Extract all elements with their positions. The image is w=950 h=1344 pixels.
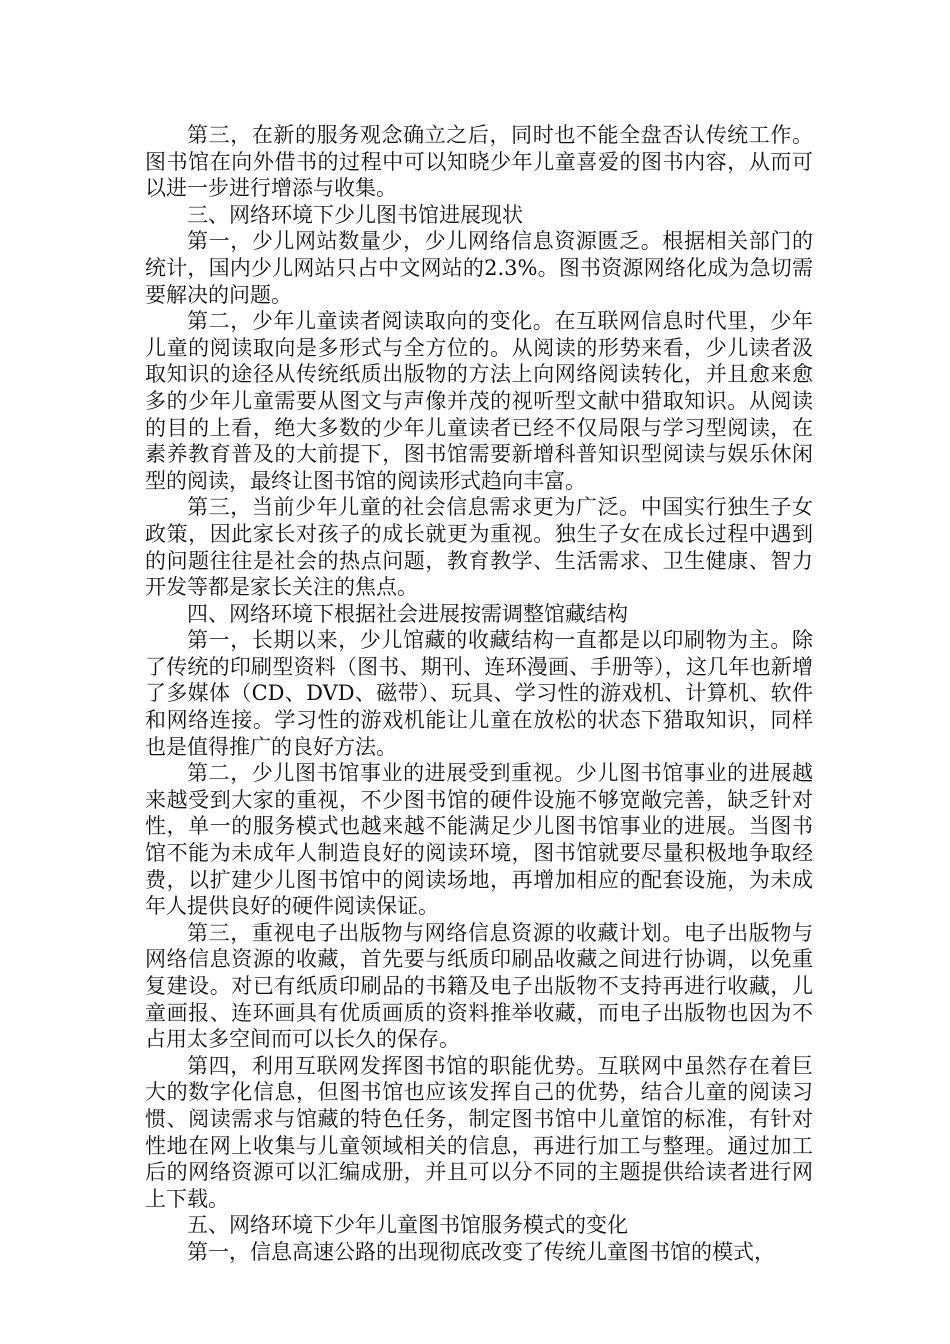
paragraph: 第一，少儿网站数量少，少儿网络信息资源匮乏。根据相关部门的统计，国内少儿网站只占中文网站的2.3%。图书资源网络化成为急切需要解决的问题。: [145, 229, 813, 307]
paragraph: 第四，利用互联网发挥图书馆的职能优势。互联网中虽然存在着巨大的数字化信息，但图书馆也应该发挥自己的优势，结合儿童的阅读习惯、阅读需求与馆藏的特色任务，制定图书馆中儿童馆的标准，有针对性地在网上收集与儿童领域相关的信息，再进行加工与整理。通过加工后的网络资源可以汇编成册，并且可以分不同的主题提供给读者进行网上下载。: [145, 1053, 813, 1211]
document-body: [145, 122, 813, 1266]
paragraph: 第二，少年儿童读者阅读取向的变化。在互联网信息时代里，少年儿童的阅读取向是多形式与全方位的。从阅读的形势来看，少儿读者汲取知识的途径从传统纸质出版物的方法上向网络阅读转化，并且愈来愈多的少年儿童需要从图文与声像并茂的视听型文献中猎取知识。从阅读的目的上看，绝大多数的少年儿童读者已经不仅局限与学习型阅读，在素养教育普及的大前提下，图书馆需要新增科普知识型阅读与娱乐休闲型的阅读，最终让图书馆的阅读形式趋向丰富。: [145, 309, 813, 493]
paragraph: 第二，少儿图书馆事业的进展受到重视。少儿图书馆事业的进展越来越受到大家的重视，不少图书馆的硬件设施不够宽敞完善，缺乏针对性，单一的服务模式也越来越不能满足少儿图书馆事业的进展。当图书馆不能为未成年人制造良好的阅读环境，图书馆就要尽量积极地争取经费，以扩建少儿图书馆中的阅读场地，再增加相应的配套设施，为未成年人提供良好的硬件阅读保证。: [145, 761, 813, 919]
paragraph: 第一，信息高速公路的出现彻底改变了传统儿童图书馆的模式，: [187, 1239, 775, 1264]
paragraph: 第三，在新的服务观念确立之后，同时也不能全盘否认传统工作。图书馆在向外借书的过程中可以知晓少年儿童喜爱的图书内容，从而可以进一步进行增添与收集。: [145, 123, 813, 201]
section-heading: 三、网络环境下少儿图书馆进展现状: [187, 202, 523, 227]
paragraph: 第三，当前少年儿童的社会信息需求更为广泛。中国实行独生子女政策，因此家长对孩子的成长就更为重视。独生子女在成长过程中遇到的问题往往是社会的热点问题，教育教学、生活需求、卫生健康、智力开发等都是家长关注的焦点。: [145, 495, 813, 600]
paragraph: 第三，重视电子出版物与网络信息资源的收藏计划。电子出版物与网络信息资源的收藏，首先要与纸质印刷品收藏之间进行协调，以免重复建设。对已有纸质印刷品的书籍及电子出版物不支持再进行收藏，儿童画报、连环画具有优质画质的资料推举收藏，而电子出版物也因为不占用太多空间而可以长久的保存。: [145, 920, 813, 1052]
section-heading: 四、网络环境下根据社会进展按需调整馆藏结构: [187, 601, 628, 626]
section-heading: 五、网络环境下少年儿童图书馆服务模式的变化: [187, 1213, 628, 1238]
paragraph: 第一，长期以来，少儿馆藏的收藏结构一直都是以印刷物为主。除了传统的印刷型资料（图书、期刊、连环漫画、手册等），这几年也新增了多媒体（CD、DVD、磁带）、玩具、学习性的游戏机、计算机、软件和网络连接。学习性的游戏机能让儿童在放松的状态下猎取知识，同样也是值得推广的良好方法。: [145, 628, 813, 759]
